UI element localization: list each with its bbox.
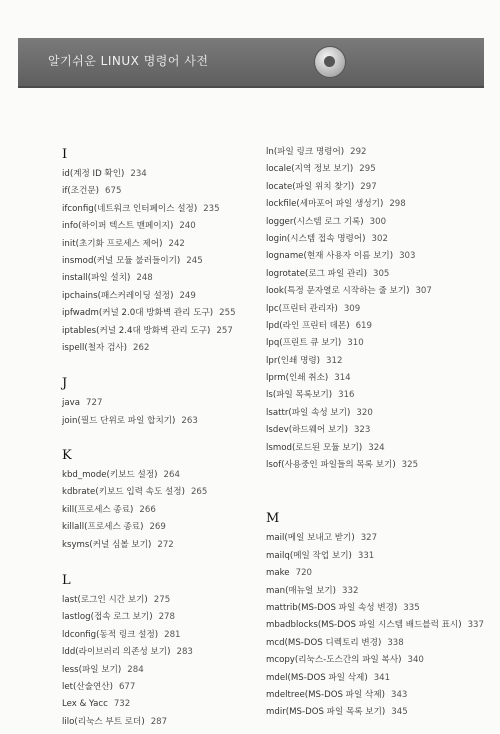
entry-term: mail(메일 보내고 받기) — [266, 533, 355, 544]
entry-term: less(파일 보기) — [62, 664, 122, 675]
section-m-list — [266, 533, 486, 724]
entry-term: if(조건문) — [62, 186, 100, 197]
entry-term: lsdev(하드웨어 보기) — [266, 425, 348, 436]
entry-term: iptables(커널 2.4대 방화벽 관리 도구) — [62, 325, 211, 336]
section-i-list — [62, 169, 262, 360]
entry-page-number: 295 — [359, 164, 376, 175]
entry-term: mattrib(MS-DOS 파일 속성 변경) — [266, 602, 398, 613]
index-entry — [266, 655, 486, 672]
entry-page-number: 341 — [373, 672, 391, 683]
entry-term: mdir(MS-DOS 파일 목록 보기) — [266, 707, 386, 718]
entry-page-number: 732 — [113, 699, 131, 710]
entry-term: logger(시스템 로그 기록) — [266, 216, 364, 227]
entry-page-number: 305 — [372, 268, 390, 279]
entry-page-number: 302 — [371, 233, 388, 244]
entry-term: lsattr(파일 속성 보기) — [266, 407, 351, 418]
entry-page-number: 248 — [136, 273, 153, 284]
entry-term: mdel(MS-DOS 파일 삭제) — [266, 672, 368, 683]
index-entry — [62, 717, 262, 734]
entry-term: mcopy(리눅스-도스간의 파일 복사) — [266, 655, 402, 666]
entry-page-number: 332 — [342, 585, 359, 596]
section-letter-m: M — [266, 511, 280, 527]
entry-page-number: 675 — [105, 186, 122, 197]
index-entry — [62, 665, 262, 682]
index-entry — [62, 487, 262, 504]
entry-page-number: 323 — [353, 425, 371, 436]
entry-page-number: 297 — [360, 181, 377, 192]
index-entry — [62, 595, 262, 612]
index-entry — [62, 522, 262, 539]
index-entry — [266, 338, 486, 355]
index-entry — [62, 682, 262, 699]
entry-term: lsmod(로드된 모듈 보기) — [266, 442, 363, 453]
index-entry — [62, 630, 262, 647]
entry-term: locale(지역 정보 보기) — [266, 164, 354, 175]
index-entry — [266, 408, 486, 425]
section-letter-j: J — [62, 376, 68, 392]
index-entry — [62, 291, 262, 308]
entry-page-number: 257 — [216, 325, 233, 336]
section-letter-i: I — [62, 147, 68, 162]
entry-term: Lex & Yacc — [62, 699, 108, 710]
entry-term: lpr(인쇄 명령) — [266, 355, 321, 366]
entry-page-number: 292 — [350, 147, 367, 157]
entry-term: ldd(라이브러리 의존성 보기) — [62, 647, 171, 658]
entry-term: login(시스템 접속 명령어) — [266, 233, 366, 244]
entry-page-number: 300 — [369, 216, 387, 227]
index-entry — [266, 533, 486, 550]
entry-term: lpc(프린터 관리자) — [266, 303, 338, 314]
entry-page-number: 235 — [203, 203, 220, 214]
entry-page-number: 249 — [179, 290, 196, 301]
entry-page-number: 264 — [163, 470, 180, 481]
entry-term: lockfile(세마포어 파일 생성기) — [266, 199, 384, 210]
index-entry — [62, 699, 262, 716]
entry-term: locate(파일 위치 찾기) — [266, 181, 355, 192]
entry-page-number: 298 — [389, 199, 406, 210]
entry-term: logname(현재 사용자 이름 보기) — [266, 251, 394, 262]
entry-page-number: 345 — [391, 707, 408, 718]
index-entry — [62, 470, 262, 487]
entry-page-number: 284 — [127, 664, 144, 675]
index-entry — [62, 416, 262, 433]
entry-term: logrotate(로그 파일 관리) — [266, 268, 367, 279]
entry-page-number: 327 — [360, 533, 378, 544]
index-entry — [62, 612, 262, 629]
entry-term: man(매뉴얼 보기) — [266, 585, 337, 596]
entry-term: ksyms(커널 심볼 보기) — [62, 539, 152, 550]
entry-page-number: 314 — [334, 373, 351, 384]
entry-term: ln(파일 링크 명령어) — [266, 147, 345, 157]
index-entry — [266, 603, 486, 620]
index-entry — [62, 647, 262, 664]
entry-term: look(특정 문자열로 시작하는 줄 보기) — [266, 286, 410, 297]
index-entry — [266, 568, 486, 585]
entry-term: ipchains(패스커레이딩 설정) — [62, 290, 174, 301]
section-l-cont-list — [266, 147, 486, 477]
entry-term: lpq(프린트 큐 보기) — [266, 338, 342, 349]
entry-term: kdbrate(키보드 입력 속도 설정) — [62, 487, 185, 498]
entry-page-number: 281 — [164, 629, 181, 640]
index-entry — [62, 169, 262, 186]
index-entry — [266, 269, 486, 286]
entry-page-number: 283 — [176, 647, 193, 658]
entry-page-number: 240 — [179, 221, 196, 232]
book-title: 알기쉬운 LINUX 명령어 사전 — [48, 54, 209, 68]
index-entry — [62, 273, 262, 290]
entry-term: info(하이퍼 텍스트 맨페이지) — [62, 221, 174, 232]
entry-page-number: 337 — [467, 620, 484, 631]
index-column-left — [62, 147, 262, 734]
index-entry — [266, 304, 486, 321]
entry-page-number: 278 — [158, 612, 175, 623]
index-entry — [266, 673, 486, 690]
entry-term: kill(프로세스 종료) — [62, 504, 134, 515]
entry-page-number: 266 — [139, 504, 156, 515]
entry-term: killall(프로세스 종료) — [62, 522, 144, 533]
entry-term: java — [62, 398, 81, 409]
entry-page-number: 324 — [368, 442, 385, 453]
section-j-list — [62, 398, 262, 433]
index-entry — [62, 398, 262, 415]
index-entry — [62, 505, 262, 522]
index-entry — [266, 356, 486, 373]
index-entry — [266, 234, 486, 251]
entry-page-number: 263 — [181, 415, 198, 426]
entry-page-number: 269 — [149, 522, 166, 533]
entry-page-number: 265 — [190, 487, 208, 498]
index-entry — [266, 286, 486, 303]
index-entry — [266, 147, 486, 164]
index-entry — [62, 239, 262, 256]
section-letter-l: L — [62, 573, 71, 589]
entry-term: ispell(철자 검사) — [62, 342, 128, 353]
index-entry — [62, 540, 262, 557]
entry-term: lastlog(접속 로그 보기) — [62, 612, 153, 623]
entry-term: lprm(인쇄 취소) — [266, 373, 329, 384]
entry-term: let(산술연산) — [62, 681, 113, 692]
index-entry — [266, 321, 486, 338]
entry-term: mdeltree(MS-DOS 파일 삭제) — [266, 689, 385, 700]
index-entry — [62, 326, 262, 343]
index-entry — [266, 251, 486, 268]
entry-term: join(필드 단위로 파일 합치기) — [62, 415, 176, 426]
entry-term: ldconfig(동적 링크 설정) — [62, 629, 159, 640]
index-entry — [266, 217, 486, 234]
index-entry — [62, 186, 262, 203]
index-entry — [266, 707, 486, 724]
section-letter-k: K — [62, 448, 72, 464]
entry-page-number: 619 — [355, 320, 372, 331]
entry-page-number: 310 — [347, 338, 364, 349]
entry-term: ifconfig(네트워크 인터페이스 설정) — [62, 203, 198, 214]
index-entry — [266, 425, 486, 442]
entry-page-number: 255 — [219, 308, 236, 319]
index-entry — [266, 620, 486, 637]
entry-page-number: 677 — [118, 681, 136, 692]
entry-term: lilo(리눅스 부트 로더) — [62, 716, 145, 727]
entry-page-number: 320 — [356, 407, 373, 418]
entry-page-number: 272 — [157, 539, 174, 550]
index-entry — [62, 343, 262, 360]
index-entry — [62, 204, 262, 221]
entry-page-number: 307 — [415, 286, 432, 297]
index-entry — [266, 551, 486, 568]
entry-page-number: 720 — [295, 568, 313, 579]
entry-page-number: 316 — [338, 390, 355, 401]
section-l-list — [62, 595, 262, 734]
entry-page-number: 287 — [150, 716, 168, 727]
entry-term: mcd(MS-DOS 디렉토리 변경) — [266, 637, 382, 648]
cd-emblem-icon — [314, 46, 346, 78]
entry-page-number: 262 — [133, 342, 150, 353]
entry-page-number: 331 — [357, 550, 375, 561]
section-k-list — [62, 470, 262, 557]
entry-term: mbadblocks(MS-DOS 파일 시스템 배드블럭 표시) — [266, 620, 462, 631]
entry-page-number: 309 — [343, 303, 361, 314]
entry-term: ls(파일 목록보기) — [266, 390, 333, 401]
index-entry — [266, 638, 486, 655]
index-entry — [266, 373, 486, 390]
index-entry — [62, 221, 262, 238]
entry-term: insmod(커널 모듈 불러들이기) — [62, 255, 181, 266]
index-column-right — [266, 147, 486, 725]
entry-term: last(로그인 시간 보기) — [62, 595, 148, 606]
entry-page-number: 303 — [399, 251, 416, 262]
entry-page-number: 727 — [86, 398, 103, 409]
index-entry — [266, 182, 486, 199]
entry-term: init(초기화 프로세스 제어) — [62, 238, 163, 249]
index-entry — [266, 586, 486, 603]
entry-page-number: 325 — [401, 460, 419, 471]
page-header — [18, 38, 484, 88]
index-entry — [266, 199, 486, 216]
entry-term: install(파일 설치) — [62, 273, 131, 284]
entry-page-number: 340 — [407, 655, 424, 666]
index-entry — [62, 256, 262, 273]
index-entry — [266, 690, 486, 707]
entry-term: lsof(사용중인 파일들의 목록 보기) — [266, 460, 396, 471]
entry-page-number: 338 — [387, 637, 404, 648]
index-entry — [266, 443, 486, 460]
entry-term: make — [266, 568, 290, 579]
entry-term: kbd_mode(키보드 설정) — [62, 470, 158, 481]
entry-term: ipfwadm(커널 2.0대 방화벽 관리 도구) — [62, 308, 214, 319]
entry-page-number: 343 — [390, 689, 408, 700]
entry-term: mailq(메일 작업 보기) — [266, 550, 352, 561]
entry-term: id(계정 ID 확인) — [62, 169, 125, 179]
entry-page-number: 312 — [326, 355, 343, 366]
entry-page-number: 245 — [186, 255, 203, 266]
entry-page-number: 234 — [130, 169, 147, 179]
entry-page-number: 242 — [168, 238, 185, 249]
index-entry — [62, 308, 262, 325]
entry-page-number: 275 — [153, 595, 171, 606]
index-entry — [266, 460, 486, 477]
entry-term: lpd(라인 프린터 데몬) — [266, 320, 350, 331]
index-entry — [266, 390, 486, 407]
index-entry — [266, 164, 486, 181]
entry-page-number: 335 — [403, 602, 420, 613]
